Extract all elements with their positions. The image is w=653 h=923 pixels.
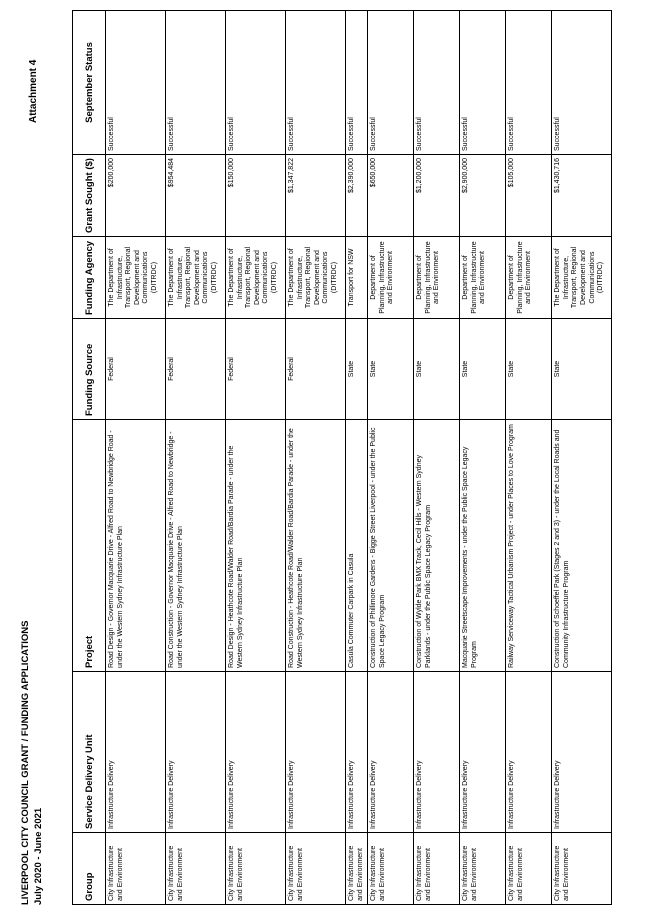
cell-agency: Department of Planning, Infrastructure and Environment	[460, 237, 506, 319]
cell-unit: Infrastructure Delivery	[166, 672, 226, 833]
cell-group: City Infrastructure and Environment	[106, 833, 166, 905]
column-header-source: Funding Source	[73, 319, 106, 420]
cell-agency: The Department of Infrastructure, Transport, Regional Development and Communications (DITRDC)	[166, 237, 226, 319]
cell-project: Casula Commuter Carpark in Casula	[346, 420, 368, 672]
cell-amount: $1,200,000	[414, 155, 460, 237]
cell-group: City Infrastructure and Environment	[166, 833, 226, 905]
cell-source: State	[368, 319, 414, 420]
cell-amount: $1,347,822	[286, 155, 346, 237]
cell-status: Successful	[552, 11, 612, 155]
cell-source: Federal	[286, 319, 346, 420]
cell-unit: Infrastructure Delivery	[506, 672, 552, 833]
cell-group: City Infrastructure and Environment	[346, 833, 368, 905]
table-row	[552, 11, 612, 905]
table-row	[286, 11, 346, 905]
table-row	[226, 11, 286, 905]
cell-project: Road Design - Heathcote Road/Walder Road/Bardia Parade - under the Western Sydney Infrastructure Plan	[226, 420, 286, 672]
cell-unit: Infrastructure Delivery	[552, 672, 612, 833]
cell-project: Construction of Wylde Park BMX Track, Cecil Hills - Western Sydney Parklands - under the Public Space Legacy Program	[414, 420, 460, 672]
cell-project: Construction of Schoeffel Park (Stages 2 and 3) - under the Local Roads and Community Infrastructure Program	[552, 420, 612, 672]
column-header-agency: Funding Agency	[73, 237, 106, 319]
table-header-row	[73, 11, 106, 905]
cell-amount: $200,000	[106, 155, 166, 237]
cell-source: State	[414, 319, 460, 420]
cell-agency: The Department of Infrastructure, Transport, Regional Development and Communications (DITRDC)	[226, 237, 286, 319]
cell-project: Road Construction - Heathcote Road/Walder Road/Bardia Parade - under the Western Sydney Infrastructure Plan	[286, 420, 346, 672]
column-header-amount: Grant Sought ($)	[73, 155, 106, 237]
column-header-status: September Status	[73, 11, 106, 155]
cell-unit: Infrastructure Delivery	[346, 672, 368, 833]
cell-source: State	[552, 319, 612, 420]
cell-unit: Infrastructure Delivery	[368, 672, 414, 833]
cell-status: Successful	[286, 11, 346, 155]
cell-group: City Infrastructure and Environment	[460, 833, 506, 905]
cell-group: City Infrastructure and Environment	[368, 833, 414, 905]
cell-status: Successful	[346, 11, 368, 155]
cell-agency: Department of Planning, Infrastructure and Environment	[368, 237, 414, 319]
cell-unit: Infrastructure Delivery	[226, 672, 286, 833]
table-row	[166, 11, 226, 905]
cell-project: Road Construction - Governor Macquarie Drive - Alfred Road to Newbridge - under the Western Sydney Infrastructure Plan	[166, 420, 226, 672]
column-header-unit: Service Delivery Unit	[73, 672, 106, 833]
cell-project: Railway Serviceway Tactical Urbanism Project - under Places to Love Program	[506, 420, 552, 672]
table-row	[346, 11, 368, 905]
cell-group: City Infrastructure and Environment	[286, 833, 346, 905]
grant-applications-table	[72, 10, 612, 905]
cell-amount: $1,430,716	[552, 155, 612, 237]
cell-unit: Infrastructure Delivery	[286, 672, 346, 833]
cell-agency: The Department of Infrastructure, Transport, Regional Development and Communications (DITRDC)	[552, 237, 612, 319]
cell-status: Successful	[414, 11, 460, 155]
cell-agency: Transport for NSW	[346, 237, 368, 319]
cell-group: City Infrastructure and Environment	[414, 833, 460, 905]
cell-source: Federal	[226, 319, 286, 420]
cell-amount: $954,484	[166, 155, 226, 237]
cell-project: Macquarie Streetscape Improvements - under the Public Space Legacy Program	[460, 420, 506, 672]
cell-agency: The Department of Infrastructure, Transport, Regional Development and Communications (DITRDC)	[106, 237, 166, 319]
cell-status: Successful	[106, 11, 166, 155]
cell-status: Successful	[506, 11, 552, 155]
cell-amount: $650,000	[368, 155, 414, 237]
cell-status: Successful	[226, 11, 286, 155]
cell-unit: Infrastructure Delivery	[414, 672, 460, 833]
cell-status: Successful	[460, 11, 506, 155]
cell-agency: Department of Planning, Infrastructure and Environment	[506, 237, 552, 319]
cell-group: City Infrastructure and Environment	[226, 833, 286, 905]
cell-project: Construction of Phillimore Gardens - Bigge Street Liverpool - under the Public Space Legacy Program	[368, 420, 414, 672]
table-row	[460, 11, 506, 905]
table-row	[368, 11, 414, 905]
document-title: LIVERPOOL CITY COUNCIL GRANT / FUNDING APPLICATIONS	[20, 620, 31, 905]
cell-source: Federal	[106, 319, 166, 420]
attachment-label: Attachment 4	[28, 59, 39, 123]
cell-unit: Infrastructure Delivery	[106, 672, 166, 833]
cell-status: Successful	[166, 11, 226, 155]
document-period: July 2020 - June 2021	[33, 807, 44, 905]
cell-agency: The Department of Infrastructure, Transport, Regional Development and Communications (DITRDC)	[286, 237, 346, 319]
cell-source: State	[460, 319, 506, 420]
cell-status: Successful	[368, 11, 414, 155]
column-header-project: Project	[73, 420, 106, 672]
cell-amount: $2,390,000	[346, 155, 368, 237]
cell-source: State	[506, 319, 552, 420]
cell-group: City Infrastructure and Environment	[506, 833, 552, 905]
cell-group: City Infrastructure and Environment	[552, 833, 612, 905]
cell-source: State	[346, 319, 368, 420]
table-row	[106, 11, 166, 905]
cell-project: Road Design - Governor Macquarie Drive - Alfred Road to Newbridge Road - under the Western Sydney Infrastructure Plan	[106, 420, 166, 672]
cell-unit: Infrastructure Delivery	[460, 672, 506, 833]
table-row	[506, 11, 552, 905]
cell-source: Federal	[166, 319, 226, 420]
column-header-group: Group	[73, 833, 106, 905]
cell-amount: $150,000	[226, 155, 286, 237]
table-row	[414, 11, 460, 905]
cell-amount: $2,900,000	[460, 155, 506, 237]
cell-agency: Department of Planning, Infrastructure and Environment	[414, 237, 460, 319]
cell-amount: $105,000	[506, 155, 552, 237]
